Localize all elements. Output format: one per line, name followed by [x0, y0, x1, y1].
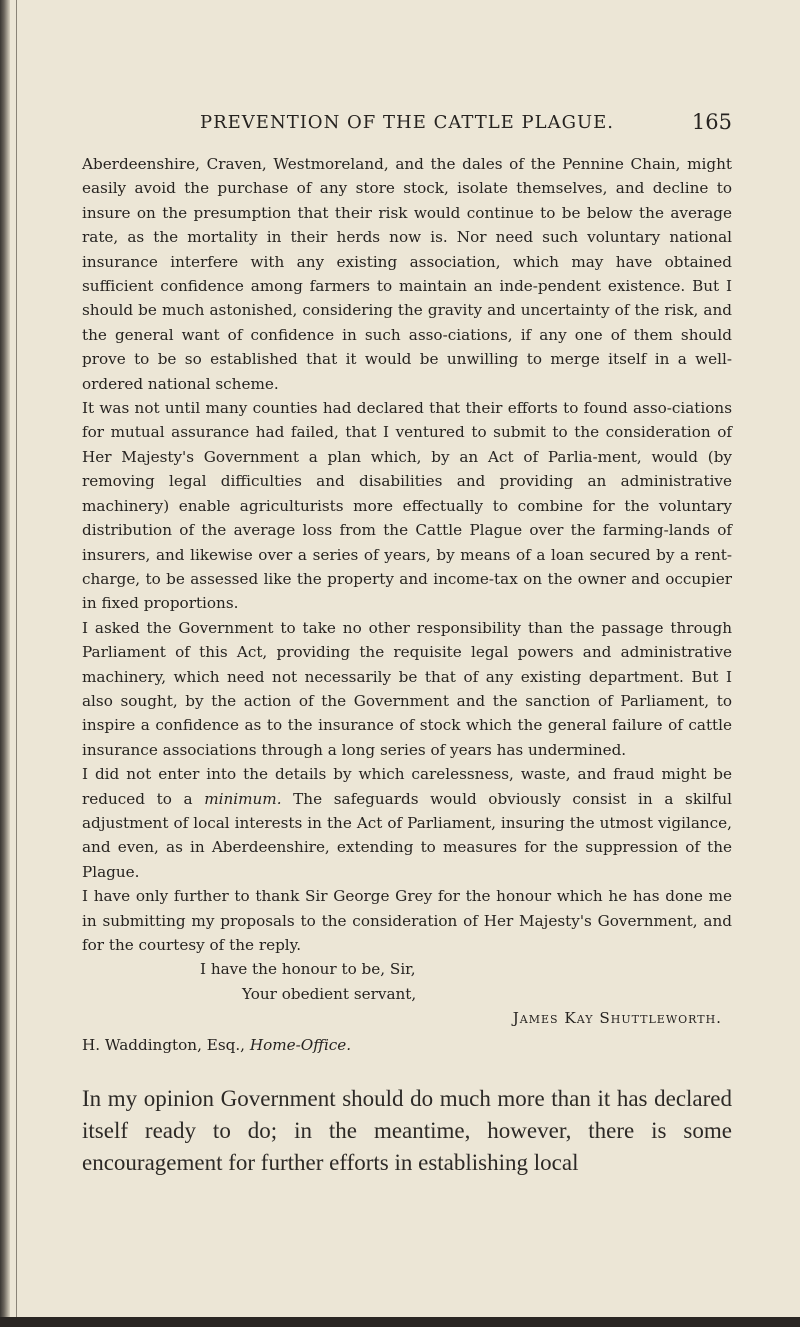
addressee-office: Home-Office.: [249, 1035, 352, 1054]
closing-line-2: Your obedient servant,: [242, 984, 417, 1003]
gutter-line: [16, 0, 17, 1327]
signature: James Kay Shuttleworth.: [512, 1009, 722, 1028]
paragraph-1: Aberdeenshire, Craven, Westmoreland, and the dales of the Pennine Chain, might easily avoid the purchase of any store stock, isolate themselves, and decline to insure on the presumption that their risk would continue to be below the average rate, as the mortality in their herds now is. Nor need such voluntary national insurance interfere with any existing association, which may have obtained sufficient confidence among farmers to maintain an inde-pendent existence. But I should be much astonished, considering the gravity and uncertainty of the risk, and the general want of confidence in such asso-ciations, if any one of them should prove to be so established that it would be unwilling to merge itself in a well-ordered national scheme.: [82, 155, 732, 393]
page-number: 165: [691, 110, 732, 134]
paragraph-5: I have only further to thank Sir George Grey for the honour which he has done me in submitting my proposals to the consideration of Her Majesty's Government, and for the courtesy of the reply.: [82, 887, 732, 954]
paragraph-4: [82, 762, 732, 884]
closing-line-1: I have the honour to be, Sir,: [200, 960, 416, 979]
page-content: [82, 112, 732, 1179]
bottom-edge: [0, 1317, 800, 1327]
paragraph-4-part-1: I did not enter into the details by which carelessness, waste, and fraud might be reduced to a: [82, 765, 732, 808]
letter-body: [82, 152, 732, 957]
paragraph-4-part-2: The safeguards would obviously consist in a skilful adjustment of local interests in the Act of Parliament, insuring the utmost vigilance, and even, as in Aberdeenshire, extending to measures for the suppression of the Plague.: [82, 789, 732, 881]
paragraph-3: I asked the Government to take no other responsibility than the passage through Parliament of this Act, providing the requisite legal powers and administrative machinery, which need not necessarily be that of any existing department. But I also sought, by the action of the Government and the sanction of Parliament, to inspire a confidence as to the insurance of stock which the general failure of cattle insurance associations through a long series of years has undermined.: [82, 618, 732, 759]
book-spine-shadow: [0, 0, 10, 1327]
page-header: [82, 112, 732, 142]
paragraph-2: It was not until many counties had declared that their efforts to found asso-ciations for mutual assurance had failed, that I ventured to submit to the consideration of Her Majesty's Government a plan which, by an Act of Parlia-ment, would (by removing legal difficulties and disabilities and providing an administrative machinery) enable agriculturists more effectually to combine for the voluntary distribution of the average loss from the Cattle Plague over the farming-lands of insurers, and likewise over a series of years, by means of a loan secured by a rent-charge, to be assessed like the property and income-tax on the owner and occupier in fixed proportions.: [82, 399, 732, 613]
letter-closing: [82, 957, 732, 1030]
addressee: [82, 1033, 732, 1057]
paragraph-4-emphasis: minimum.: [204, 789, 282, 808]
running-head: PREVENTION OF THE CATTLE PLAGUE.: [200, 112, 614, 133]
continuation-text: In my opinion Government should do much more than it has declared itself ready to do; in the meantime, however, there is some encouragement for further efforts in establishing local: [82, 1086, 732, 1176]
addressee-name: H. Waddington, Esq.,: [82, 1035, 250, 1054]
